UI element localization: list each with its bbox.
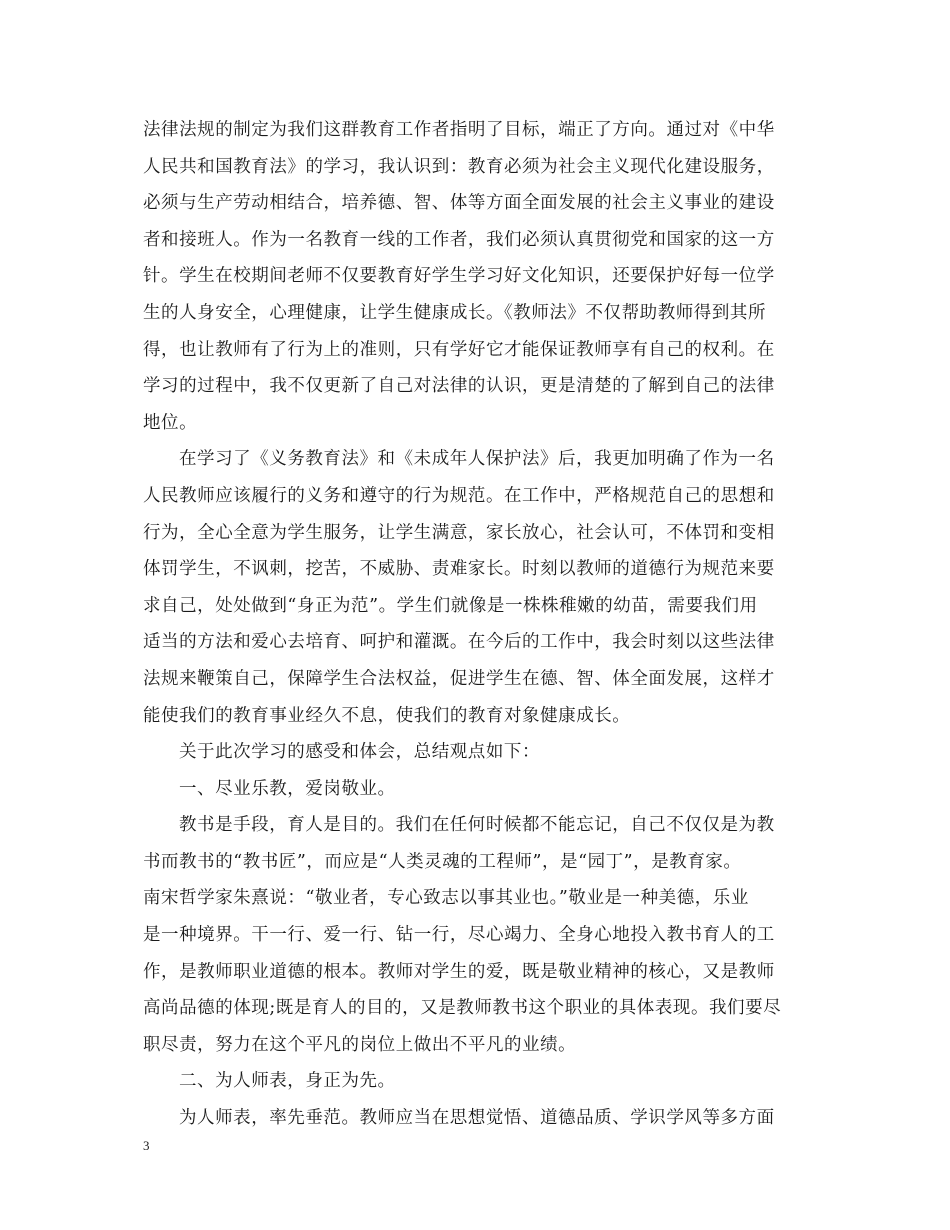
text-line: 地位。 xyxy=(143,412,198,433)
text-line: 者和接班人。作为一名教育一线的工作者，我们必须认真贯彻党和国家的这一方 xyxy=(143,229,775,250)
text-line: 适当的方法和爱心去培育、呵护和灌溉。在今后的工作中，我会时刻以这些法律 xyxy=(143,632,775,653)
text-line: 一、尽业乐教，爱岗敬业。 xyxy=(179,778,396,799)
text-line: 作，是教师职业道德的根本。教师对学生的爱，既是敬业精神的核心，又是教师 xyxy=(143,961,775,982)
text-line: 关于此次学习的感受和体会，总结观点如下： xyxy=(179,742,540,763)
text-line: 体罚学生，不讽刺，挖苦，不威胁、责难家长。时刻以教师的道德行为规范来要 xyxy=(143,559,775,580)
text-line: 人民教师应该履行的义务和遵守的行为规范。在工作中，严格规范自己的思想和 xyxy=(143,485,775,506)
text-line: 为人师表，率先垂范。教师应当在思想觉悟、道德品质、学识学风等多方面 xyxy=(179,1108,775,1129)
text-line: 在学习了《义务教育法》和《未成年人保护法》后，我更加明确了作为一名 xyxy=(179,449,775,470)
page-number: 3 xyxy=(143,1138,150,1153)
text-line: 能使我们的教育事业经久不息，使我们的教育对象健康成长。 xyxy=(143,705,631,726)
text-line: 得，也让教师有了行为上的准则，只有学好它才能保证教师享有自己的权利。在 xyxy=(143,339,775,360)
text-line: 书而教书的“教书匠”，而应是“人类灵魂的工程师”，是“园丁”，是教育家。 xyxy=(143,851,742,872)
text-line: 教书是手段，育人是目的。我们在任何时候都不能忘记，自己不仅仅是为教 xyxy=(179,815,775,836)
text-line: 是一种境界。干一行、爱一行、钻一行，尽心竭力、全身心地投入教书育人的工 xyxy=(143,925,775,946)
text-line: 行为，全心全意为学生服务，让学生满意，家长放心，社会认可，不体罚和变相 xyxy=(143,522,775,543)
text-line: 学习的过程中，我不仅更新了自己对法律的认识，更是清楚的了解到自己的法律 xyxy=(143,376,775,397)
text-line: 职尽责，努力在这个平凡的岗位上做出不平凡的业绩。 xyxy=(143,1034,577,1055)
text-line: 求自己，处处做到“身正为范”。学生们就像是一株株稚嫩的幼苗，需要我们用 xyxy=(143,595,758,616)
text-line: 法规来鞭策自己，保障学生合法权益，促进学生在德、智、体全面发展，这样才 xyxy=(143,668,775,689)
text-line: 针。学生在校期间老师不仅要教育好学生学习好文化知识，还要保护好每一位学 xyxy=(143,266,775,287)
text-line: 南宋哲学家朱熹说：“敬业者，专心致志以事其业也。”敬业是一种美德，乐业 xyxy=(143,888,749,909)
body-text xyxy=(143,112,815,1137)
text-line: 法律法规的制定为我们这群教育工作者指明了目标，端正了方向。通过对《中华 xyxy=(143,120,775,140)
text-line: 高尚品德的体现;既是育人的目的，又是教师教书这个职业的具体表现。我们要尽 xyxy=(143,998,782,1019)
text-line: 二、为人师表，身正为先。 xyxy=(179,1071,396,1092)
text-line: 必须与生产劳动相结合，培养德、智、体等方面全面发展的社会主义事业的建设 xyxy=(143,193,775,214)
text-line: 生的人身安全，心理健康，让学生健康成长。《教师法》不仅帮助教师得到其所 xyxy=(143,302,766,323)
text-line: 人民共和国教育法》的学习，我认识到：教育必须为社会主义现代化建设服务， xyxy=(143,156,775,177)
